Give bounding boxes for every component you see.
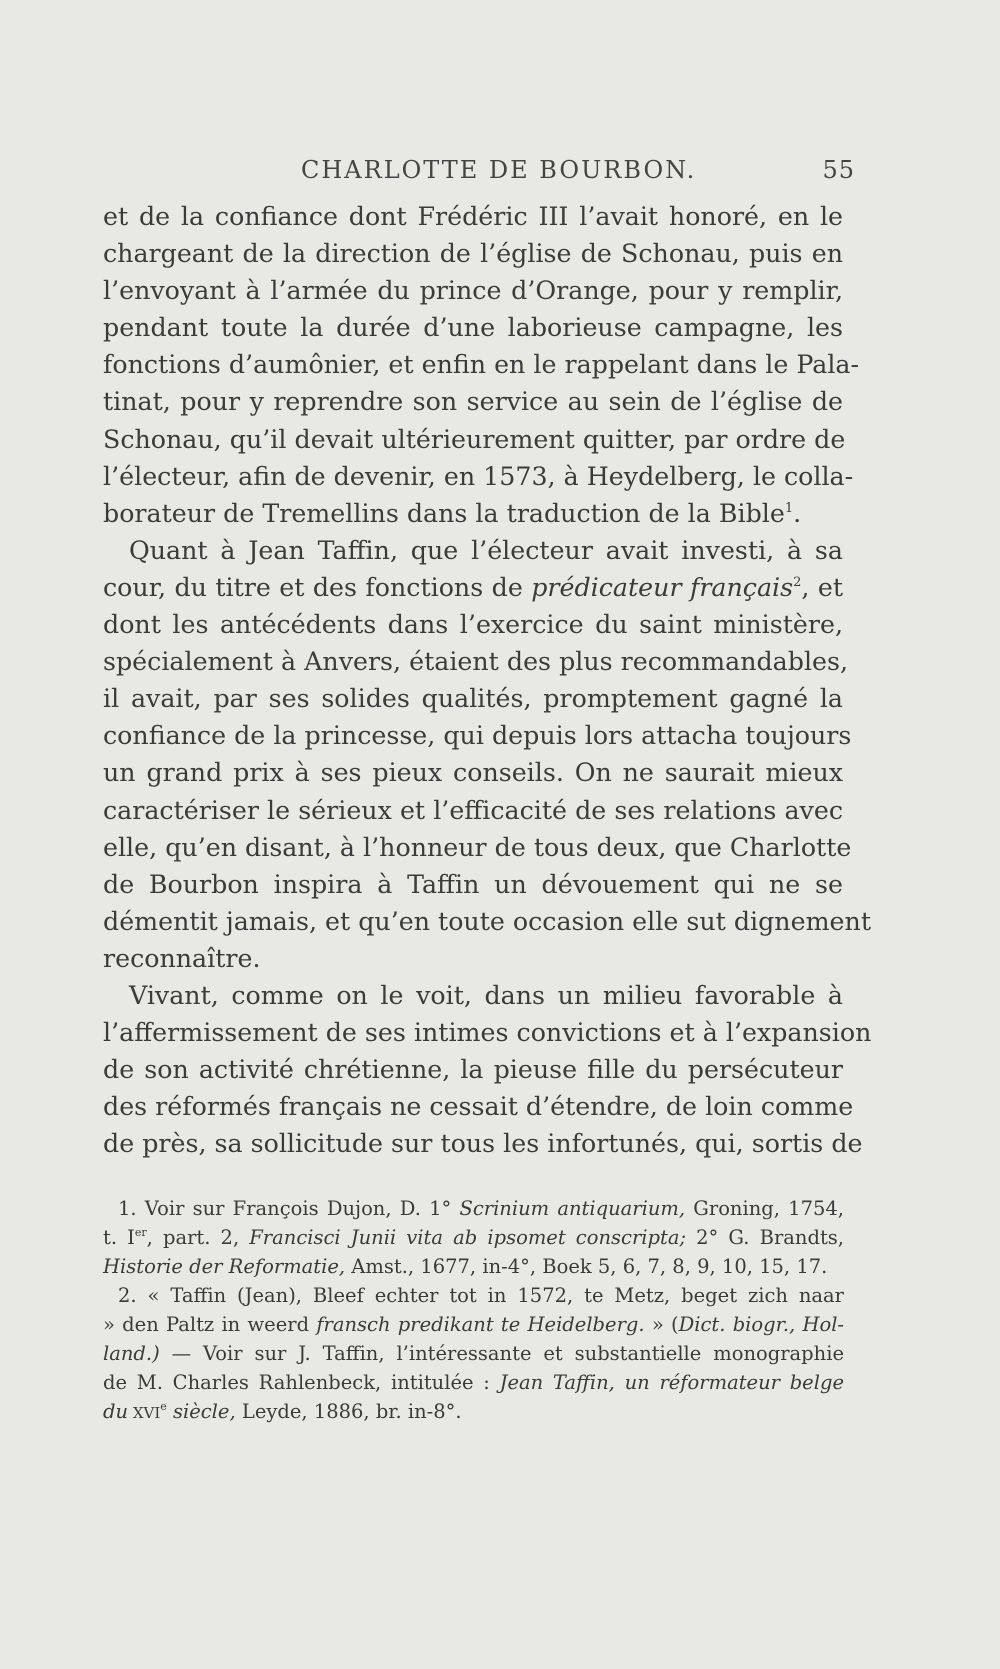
text-line: un grand prix à ses pieux conseils. On ne saurait mieux	[103, 758, 843, 788]
text-line: des réformés français ne cessait d’étendre, de loin comme	[103, 1092, 854, 1122]
text-segment: cour, du titre et des fonctions de	[103, 572, 532, 602]
text-line: chargeant de la direction de l’église de Schonau, puis en	[103, 239, 843, 269]
footnote-2-line	[103, 1339, 844, 1368]
text-line: caractériser le sérieux et l’efficacité de ses relations avec	[103, 795, 843, 825]
running-title: CHARLOTTE DE BOURBON.	[301, 156, 697, 184]
text-line: Vivant, comme on le voit, dans un milieu favorable à	[129, 980, 843, 1010]
footnote-ref: 1	[784, 500, 794, 516]
text-line	[103, 495, 843, 532]
footnote-2-line	[103, 1368, 844, 1397]
footnote-2-line	[103, 1310, 844, 1339]
paragraph-2	[103, 532, 871, 977]
text-line: de près, sa sollicitude sur tous les infortunés, qui, sortis de	[103, 1129, 863, 1159]
text-segment: .	[793, 498, 802, 528]
text-line: dont les antécédents dans l’exercice du saint ministère,	[103, 610, 843, 640]
text-segment: , part. 2,	[146, 1226, 250, 1249]
text-segment: 1. Voir sur François Dujon, D. 1°	[118, 1197, 460, 1220]
italic-title: du	[103, 1400, 129, 1423]
paragraph-1	[103, 198, 860, 532]
text-segment: » den Paltz in weerd	[103, 1313, 317, 1336]
text-line: l’électeur, afin de devenir, en 1573, à Heydelberg, le colla-	[103, 461, 854, 491]
footnote-ref: 2	[793, 574, 802, 590]
italic-title: Jean Taffin, un réformateur belge	[499, 1371, 844, 1394]
italic-title: fransch predikant te Heidelberg.	[316, 1313, 645, 1336]
page-number: 55	[822, 156, 855, 184]
text-segment: Leyde, 1886, br. in-8°.	[235, 1400, 462, 1423]
footnote-2-line: 2. « Taffin (Jean), Bleef echter tot in 1572, te Metz, beget zich naar	[118, 1284, 844, 1307]
text-line: reconnaître.	[103, 943, 261, 973]
text-line: elle, qu’en disant, à l’honneur de tous deux, que Charlotte	[103, 832, 852, 862]
italic-title: Francisci Junii vita ab ipsomet conscripta;	[249, 1226, 687, 1249]
footnotes	[103, 1194, 845, 1428]
text-segment: » (	[644, 1313, 679, 1336]
text-line: il avait, par ses solides qualités, promptement gagné la	[103, 684, 843, 714]
text-line: de son activité chrétienne, la pieuse fille du persécuteur	[103, 1055, 843, 1085]
text-line: tinat, pour y reprendre son service au sein de l’église de	[103, 387, 843, 417]
italic-title: siècle,	[166, 1400, 236, 1423]
text-segment: borateur de Tremellins dans la traduction de la Bible	[103, 498, 785, 528]
text-segment: , et	[801, 572, 843, 602]
text-line: l’affermissement de ses intimes convictions et à l’expansion	[103, 1018, 872, 1048]
paragraph-3	[103, 977, 872, 1162]
text-line: de Bourbon inspira à Taffin un dévouement qui ne se	[103, 869, 843, 899]
text-segment: — Voir sur J. Taffin, l’intéressante et substantielle monographie	[159, 1342, 844, 1365]
italic-title: Scrinium antiquarium,	[459, 1197, 686, 1220]
text-line: et de la confiance dont Frédéric III l’avait honoré, en le	[103, 202, 843, 231]
footnote-2-line	[103, 1397, 844, 1428]
text-line: fonctions d’aumônier, et enfin en le rappelant dans le Pala-	[103, 350, 860, 380]
text-line: démentit jamais, et qu’en toute occasion elle sut dignement	[103, 906, 871, 936]
text-line	[103, 569, 843, 606]
text-segment: t. I	[103, 1226, 135, 1249]
text-segment: XVI	[128, 1404, 161, 1422]
italic-term: prédicateur français	[531, 572, 794, 602]
italic-title: Historie der Reformatie,	[103, 1255, 346, 1278]
body-text	[103, 198, 872, 1162]
text-line: l’envoyant à l’armée du prince d’Orange, pour y remplir,	[103, 276, 843, 306]
text-segment: Amst., 1677, in-4°, Boek 5, 6, 7, 8, 9, 10, 15, 17.	[345, 1255, 828, 1278]
text-line: spécialement à Anvers, étaient des plus recommandables,	[103, 647, 849, 677]
footnote-1-line	[103, 1223, 844, 1252]
text-segment: 2° G. Brandts,	[686, 1226, 844, 1249]
text-segment: Groning, 1754,	[685, 1197, 844, 1220]
footnote-1-line	[103, 1252, 844, 1281]
italic-title: land.)	[103, 1342, 160, 1365]
running-header	[105, 150, 855, 190]
text-segment: de M. Charles Rahlenbeck, intitulée :	[103, 1371, 500, 1394]
text-line: Quant à Jean Taffin, que l’électeur avait investi, à sa	[129, 535, 843, 565]
superscript: e	[160, 1400, 167, 1413]
italic-title: Dict. biogr., Hol-	[678, 1313, 845, 1336]
text-line: pendant toute la durée d’une laborieuse campagne, les	[103, 313, 843, 343]
footnote-1-line	[118, 1194, 844, 1223]
text-line: Schonau, qu’il devait ultérieurement quitter, par ordre de	[103, 424, 846, 454]
superscript: er	[134, 1226, 147, 1239]
text-line: confiance de la princesse, qui depuis lors attacha toujours	[103, 721, 852, 751]
